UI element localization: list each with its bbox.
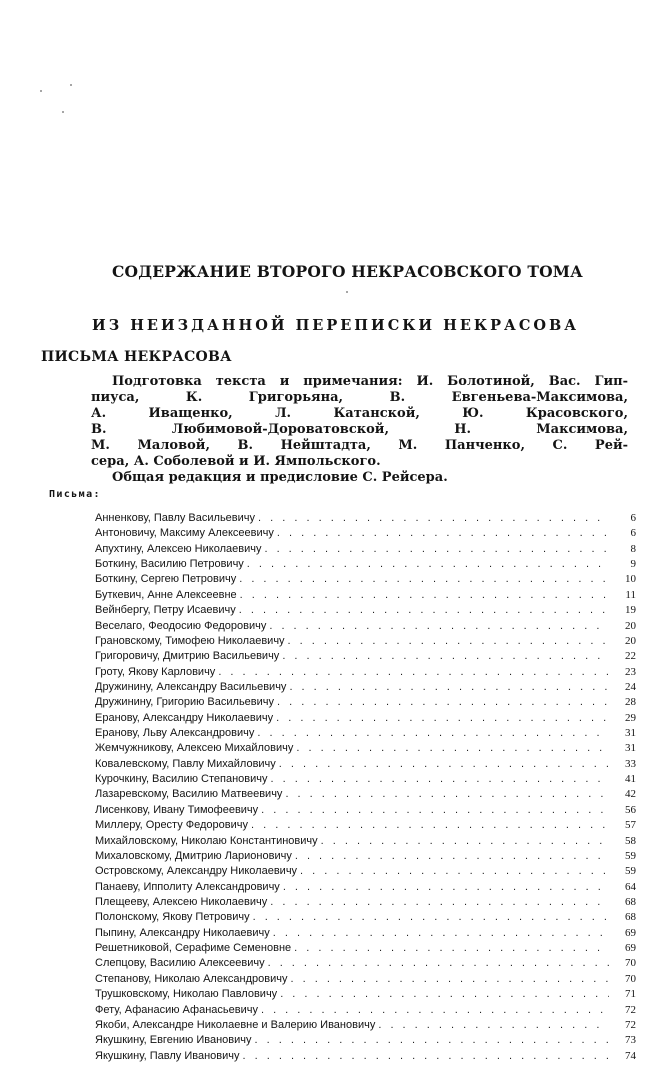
credits-line: В. Любимовой-Дороватовской, Н. Максимова, (91, 422, 628, 437)
toc-entry-page: 70 (625, 972, 636, 985)
dot-leader (288, 634, 609, 649)
toc-entry-page: 72 (625, 1003, 636, 1016)
toc-entry (95, 1033, 636, 1048)
dot-leader (261, 1003, 609, 1018)
dot-leader (289, 680, 609, 695)
dot-leader (258, 511, 609, 526)
dot-leader (270, 895, 609, 910)
toc-entry-name: Ковалевскому, Павлу Михайловичу (95, 757, 276, 770)
toc-entry-name: Дружинину, Александру Васильевичу (95, 680, 287, 693)
toc-entry-name: Курочкину, Василию Степановичу (95, 773, 268, 786)
toc-entry-page: 31 (625, 727, 636, 740)
scan-speck (70, 84, 72, 86)
credits-line: А. Иващенко, Л. Катанской, Ю. Красовского, (91, 406, 628, 421)
toc-entry (95, 588, 636, 603)
toc-entry-name: Гроту, Якову Карловичу (95, 665, 216, 678)
toc-entry-name: Дружинину, Григорию Васильевичу (95, 696, 275, 709)
toc-entry-page: 59 (625, 865, 636, 878)
toc-entry-page: 41 (625, 773, 636, 786)
toc-entry-name: Решетниковой, Серафиме Семеновне (95, 942, 292, 955)
toc-entry-page: 9 (630, 558, 636, 571)
dot-leader (270, 772, 609, 787)
toc-entry-name: Григоровичу, Дмитрию Васильевичу (95, 650, 280, 663)
scan-speck (40, 90, 42, 92)
toc-entry (95, 572, 636, 587)
dot-leader (280, 987, 609, 1002)
credits-line: Общая редакция и предисловие С. Рейсера. (112, 470, 448, 485)
dot-leader (243, 1049, 610, 1064)
toc-entry (95, 649, 636, 664)
credits-line: М. Маловой, В. Нейштадта, М. Панченко, С. Рей- (91, 438, 628, 453)
dot-leader (300, 864, 609, 879)
toc-entry-name: Якушкину, Евгению Ивановичу (95, 1034, 252, 1047)
toc-entry (95, 972, 636, 987)
dot-leader (218, 665, 609, 680)
letters-label: Письма: (49, 489, 101, 500)
toc-entry-page: 58 (625, 834, 636, 847)
scan-speck (346, 291, 348, 293)
dot-leader (290, 972, 609, 987)
toc-entry-page: 20 (625, 634, 636, 647)
dot-leader (295, 849, 609, 864)
toc-entry (95, 864, 636, 879)
credits-line: Подготовка текста и примечания: И. Болотиной, Вас. Гип- (112, 374, 628, 389)
toc-entry-page: 69 (625, 942, 636, 955)
dot-leader (239, 603, 609, 618)
dot-leader (277, 695, 609, 710)
toc-entry-page: 22 (625, 650, 636, 663)
toc-entry-page: 28 (625, 696, 636, 709)
toc-entry (95, 787, 636, 802)
subsection-title: ПИСЬМА НЕКРАСОВА (41, 349, 232, 365)
toc-entry-name: Вейнбергу, Петру Исаевичу (95, 604, 236, 617)
toc-entry-page: 33 (625, 757, 636, 770)
dot-leader (276, 711, 609, 726)
toc-entry-page: 19 (625, 604, 636, 617)
toc-entry (95, 526, 636, 541)
toc-entry-name: Буткевич, Анне Алексеевне (95, 588, 237, 601)
dot-leader (255, 1033, 610, 1048)
dot-leader (273, 926, 609, 941)
toc-entry (95, 726, 636, 741)
toc-entry-name: Апухтину, Алексею Николаевичу (95, 542, 262, 555)
toc-entry-name: Миллеру, Оресту Федоровичу (95, 819, 249, 832)
toc-entry-page: 23 (625, 665, 636, 678)
dot-leader (321, 834, 609, 849)
toc-entry-name: Якушкину, Павлу Ивановичу (95, 1049, 240, 1062)
toc-entry (95, 680, 636, 695)
toc-entry-name: Анненкову, Павлу Васильевичу (95, 512, 256, 524)
toc-entry-page: 64 (625, 880, 636, 893)
toc-entry-name: Веселаго, Феодосию Федоровичу (95, 619, 267, 632)
toc-entry-page: 73 (625, 1034, 636, 1047)
toc-entry-name: Степанову, Николаю Александровичу (95, 972, 288, 985)
toc-entry-name: Трушковскому, Николаю Павловичу (95, 988, 278, 1001)
toc-entry-name: Лазаревскому, Василию Матвеевичу (95, 788, 283, 801)
toc-entry-page: 69 (625, 926, 636, 939)
toc-entry (95, 849, 636, 864)
toc-entry-name: Панаеву, Ипполиту Александровичу (95, 880, 280, 893)
dot-leader (279, 757, 609, 772)
toc-entry-page: 68 (625, 895, 636, 908)
toc-entry-name: Островскому, Александру Николаевичу (95, 865, 298, 878)
toc-entry-name: Жемчужникову, Алексею Михайловичу (95, 742, 294, 755)
toc-entry (95, 542, 636, 557)
toc-entry-page: 8 (630, 542, 636, 555)
dot-leader (239, 572, 609, 587)
toc-entry (95, 711, 636, 726)
toc-entry-page: 57 (625, 819, 636, 832)
credits-line: сера, А. Соболевой и И. Ямпольского. (91, 454, 381, 469)
dot-leader (247, 557, 609, 572)
toc-entry-page: 71 (625, 988, 636, 1001)
toc-entry-name: Михайловскому, Николаю Константиновичу (95, 834, 318, 847)
toc-entry-name: Еранову, Льву Александровичу (95, 727, 255, 740)
toc-entry (95, 880, 636, 895)
toc-entry-name: Слепцову, Василию Алексеевичу (95, 957, 265, 970)
toc-entry-page: 10 (625, 573, 636, 586)
toc-entry-name: Лисенкову, Ивану Тимофеевичу (95, 803, 259, 816)
dot-leader (283, 880, 609, 895)
toc-entry (95, 956, 636, 971)
toc-entry-name: Антоновичу, Максиму Алексеевичу (95, 527, 274, 540)
dot-leader (296, 741, 609, 756)
toc-entry-page: 74 (625, 1049, 636, 1062)
toc-entry-page: 59 (625, 849, 636, 862)
dot-leader (285, 787, 609, 802)
dot-leader (378, 1018, 609, 1033)
toc-entry (95, 634, 636, 649)
toc-entry-page: 6 (630, 512, 636, 524)
toc-entry (95, 757, 636, 772)
scan-speck (62, 111, 64, 113)
toc-entry-name: Полонскому, Якову Петровичу (95, 911, 250, 924)
toc-entry (95, 772, 636, 787)
toc-entry-page: 70 (625, 957, 636, 970)
toc-entry-name: Якоби, Александре Николаевне и Валерию Ивановичу (95, 1018, 376, 1031)
toc-entry (95, 557, 636, 572)
dot-leader (269, 619, 609, 634)
dot-leader (251, 818, 609, 833)
toc-entry (95, 987, 636, 1002)
toc-entry (95, 1049, 636, 1064)
toc-entry-page: 56 (625, 803, 636, 816)
toc-entry (95, 619, 636, 634)
toc-entry-page: 29 (625, 711, 636, 724)
dot-leader (264, 542, 609, 557)
dot-leader (253, 910, 609, 925)
toc-entry-page: 72 (625, 1018, 636, 1031)
toc-entry-page: 68 (625, 911, 636, 924)
toc-entry (95, 803, 636, 818)
dot-leader (261, 803, 609, 818)
toc-entry-name: Фету, Афанасию Афанасьевичу (95, 1003, 258, 1016)
dot-leader (294, 941, 609, 956)
dot-leader (268, 956, 609, 971)
toc-entry (95, 895, 636, 910)
toc-entry (95, 695, 636, 710)
dot-leader (240, 588, 609, 603)
toc-entry-page: 6 (630, 527, 636, 540)
toc-entry (95, 818, 636, 833)
toc-entry-page: 11 (625, 588, 636, 601)
toc-entry (95, 926, 636, 941)
section-title: ИЗ НЕИЗДАННОЙ ПЕРЕПИСКИ НЕКРАСОВА (92, 317, 580, 334)
toc-entry-name: Боткину, Василию Петровичу (95, 558, 244, 571)
toc-entry-name: Еранову, Александру Николаевичу (95, 711, 274, 724)
toc-entry (95, 1018, 636, 1033)
toc-entry-name: Плещееву, Алексею Николаевичу (95, 895, 268, 908)
toc-entry-page: 24 (625, 680, 636, 693)
toc-entry (95, 910, 636, 925)
toc-entry (95, 511, 636, 526)
toc-entry (95, 741, 636, 756)
table-of-contents (95, 511, 636, 1064)
toc-entry (95, 834, 636, 849)
toc-entry-name: Боткину, Сергею Петровичу (95, 573, 237, 586)
main-title: СОДЕРЖАНИЕ ВТОРОГО НЕКРАСОВСКОГО ТОМА (112, 262, 583, 281)
toc-entry-page: 31 (625, 742, 636, 755)
dot-leader (257, 726, 609, 741)
toc-entry (95, 1003, 636, 1018)
toc-entry-page: 42 (625, 788, 636, 801)
editorial-credits (91, 374, 628, 486)
toc-entry (95, 665, 636, 680)
toc-entry-name: Грановскому, Тимофею Николаевичу (95, 634, 285, 647)
credits-line: пиуса, К. Григорьяна, В. Евгеньева-Максимова, (91, 390, 628, 405)
toc-entry (95, 603, 636, 618)
toc-entry-page: 20 (625, 619, 636, 632)
toc-entry-name: Михаловскому, Дмитрию Ларионовичу (95, 849, 292, 862)
toc-entry (95, 941, 636, 956)
dot-leader (277, 526, 609, 541)
dot-leader (282, 649, 609, 664)
toc-entry-name: Пыпину, Александру Николаевичу (95, 926, 270, 939)
